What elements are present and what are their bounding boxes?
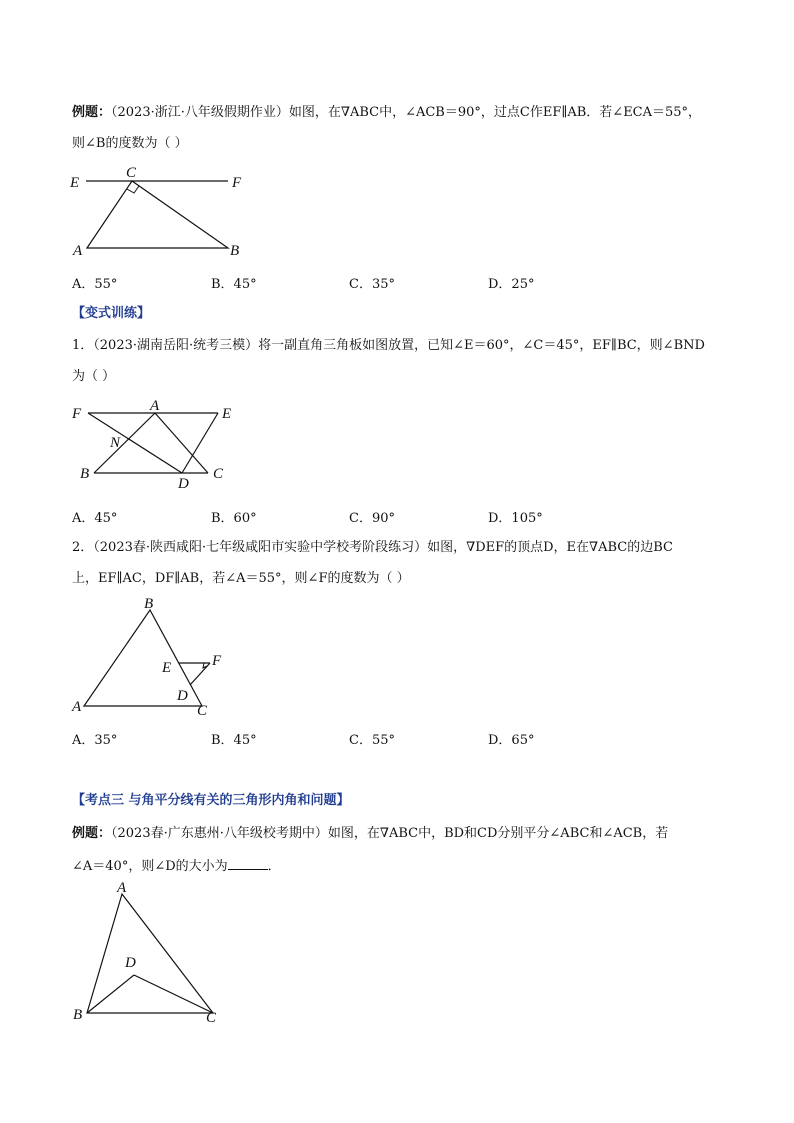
example-label: 例题： [72, 105, 112, 120]
label-c: C [206, 1010, 217, 1026]
question-2-line-1: 2．（2023春·陕西咸阳·七年级咸阳市实验中学校考阶段练习）如图，∇DEF的顶点D，E在∇ABC的边BC [72, 540, 673, 555]
label-e: E [162, 660, 172, 676]
question-1-line-2: 为（ ） [72, 369, 116, 384]
line-dc [134, 975, 213, 1013]
option-b[interactable]: B．45° [211, 733, 257, 748]
option-b[interactable]: B．60° [211, 511, 257, 526]
example-1-line-2: 则∠B的度数为（ ） [72, 136, 188, 151]
figure-example-1 [70, 165, 270, 260]
example-3-line-1 [72, 825, 668, 843]
label-d: D [178, 476, 189, 492]
example-1-text: （2023·浙江·八年级假期作业）如图，在∇ABC中，∠ACB＝90°，过点C作EF∥AB．若∠ECA＝55°， [111, 105, 702, 120]
label-e: E [222, 406, 232, 422]
triangle-abc [87, 894, 213, 1013]
option-d[interactable]: D．105° [488, 511, 543, 526]
figure-question-1 [70, 398, 250, 493]
figure-question-2 [70, 595, 240, 720]
question-1-line-1: 1．（2023·湖南岳阳·统考三模）将一副直角三角板如图放置，已知∠E＝60°，∠C＝45°，EF∥BC，则∠BND [72, 338, 705, 353]
label-f: F [212, 653, 222, 669]
label-d: D [125, 955, 136, 971]
variant-training-header: 【变式训练】 [72, 306, 151, 321]
label-f: F [72, 406, 82, 422]
option-a[interactable]: A．35° [72, 733, 118, 748]
label-c: C [126, 165, 137, 181]
example-label: 例题： [72, 826, 112, 841]
question-1-options [72, 507, 732, 525]
label-c: C [197, 703, 208, 719]
option-a[interactable]: A．45° [72, 511, 118, 526]
label-b: B [230, 243, 240, 259]
label-c: C [213, 466, 224, 482]
option-d[interactable]: D．65° [488, 733, 535, 748]
example-1-line-1 [72, 104, 701, 122]
label-a: A [150, 398, 160, 414]
option-c[interactable]: C．55° [349, 733, 395, 748]
question-2-options [72, 729, 732, 747]
example-3-text-a: ∠A＝40°，则∠D的大小为 [72, 859, 228, 874]
option-d[interactable]: D．25° [488, 277, 535, 292]
label-n: N [110, 435, 121, 451]
example-3-text: （2023春·广东惠州·八年级校考期中）如图，在∇ABC中，BD和CD分别平分∠ABC和∠ACB，若 [111, 826, 669, 841]
label-f: F [232, 175, 242, 191]
right-angle-mark [127, 186, 139, 193]
question-2-line-2: 上，EF∥AC，DF∥AB，若∠A＝55°，则∠F的度数为（ ） [72, 571, 410, 586]
label-b: B [80, 466, 90, 482]
option-c[interactable]: C．35° [349, 277, 395, 292]
label-a: A [73, 243, 83, 259]
label-b: B [144, 596, 154, 612]
example-3-line-2 [72, 857, 281, 876]
label-a: A [72, 699, 82, 715]
label-b: B [73, 1007, 83, 1023]
example-3-text-b: ． [267, 859, 281, 874]
figure-example-3 [70, 880, 240, 1030]
line-fd [88, 413, 182, 473]
label-a: A [117, 880, 127, 896]
triangle-abc [87, 181, 228, 248]
answer-blank[interactable] [228, 857, 268, 870]
line-bd [87, 975, 134, 1013]
option-b[interactable]: B．45° [211, 277, 257, 292]
option-a[interactable]: A．55° [72, 277, 118, 292]
section-3-header: 【考点三 与角平分线有关的三角形内角和问题】 [72, 793, 350, 808]
label-e: E [70, 175, 80, 191]
option-c[interactable]: C．90° [349, 511, 395, 526]
label-d: D [177, 688, 188, 704]
example-1-options [72, 273, 732, 291]
